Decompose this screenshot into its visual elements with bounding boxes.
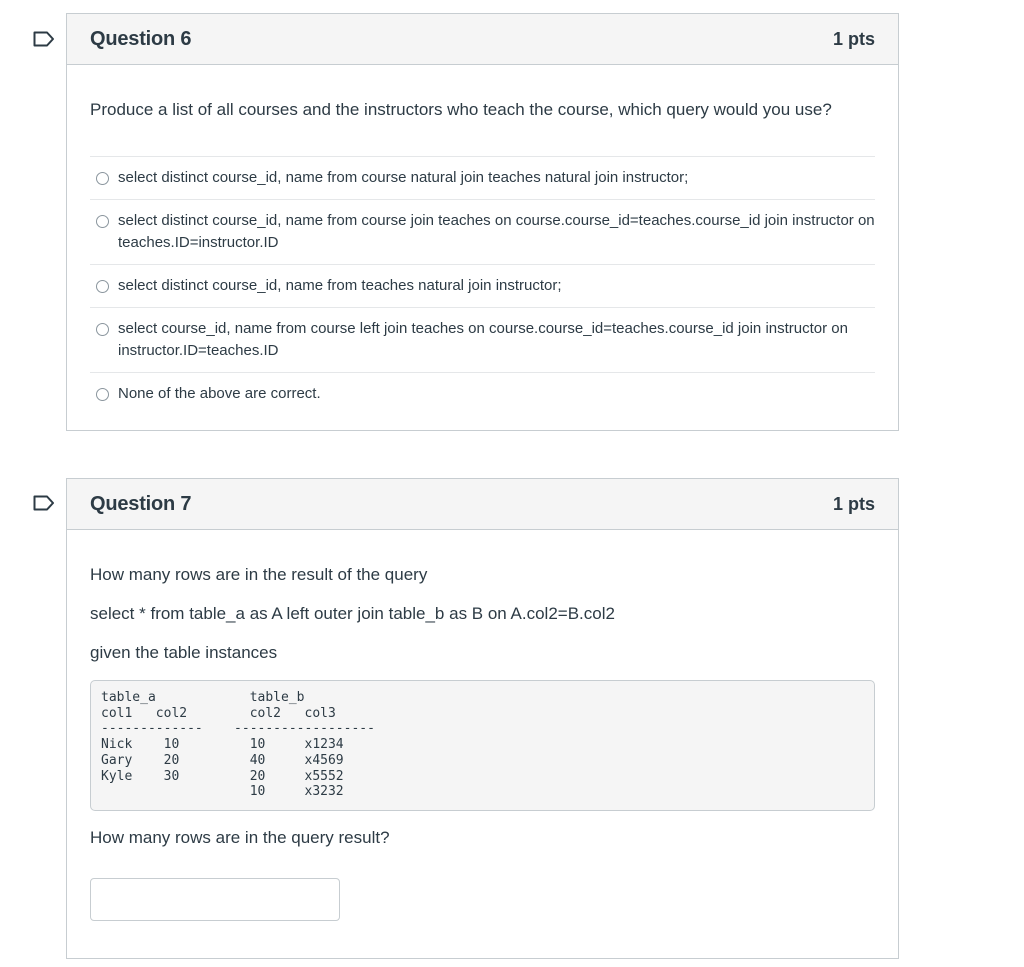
bookmark-flag-icon[interactable] xyxy=(33,495,55,511)
radio-button[interactable] xyxy=(96,215,109,228)
answer-label[interactable]: select course_id, name from course left join teaches on course.course_id=teaches.course_id join instructor on instructor.ID=teaches.ID xyxy=(118,320,848,359)
question-prompt-line: given the table instances xyxy=(90,643,278,662)
question-header xyxy=(67,479,898,530)
answer-option[interactable] xyxy=(90,199,875,264)
radio-button[interactable] xyxy=(96,388,109,401)
answer-option[interactable] xyxy=(90,307,875,372)
question-header xyxy=(67,14,898,65)
answer-list xyxy=(90,156,875,405)
question-7-card xyxy=(66,478,899,959)
answer-label[interactable]: None of the above are correct. xyxy=(118,385,321,402)
question-6-card xyxy=(66,13,899,431)
question-body xyxy=(67,100,898,405)
question-prompt-line: How many rows are in the result of the query xyxy=(90,565,428,584)
question-title: Question 6 xyxy=(90,27,192,50)
question-title: Question 7 xyxy=(90,492,192,515)
answer-input[interactable] xyxy=(90,878,340,921)
question-points: 1 pts xyxy=(832,493,875,514)
answer-label[interactable]: select distinct course_id, name from course natural join teaches natural join instructor; xyxy=(118,169,689,186)
answer-option[interactable] xyxy=(90,372,875,405)
question-body xyxy=(67,565,898,921)
question-points: 1 pts xyxy=(832,28,875,49)
radio-button[interactable] xyxy=(96,280,109,293)
answer-option[interactable] xyxy=(90,156,875,199)
query-text: select * from table_a as A left outer join table_b as B on A.col2=B.col2 xyxy=(90,604,615,623)
answer-option[interactable] xyxy=(90,264,875,307)
answer-label[interactable]: select distinct course_id, name from teaches natural join instructor; xyxy=(118,277,562,294)
followup-question: How many rows are in the query result? xyxy=(90,828,390,847)
radio-button[interactable] xyxy=(96,172,109,185)
table-instances-block: table_a table_b col1 col2 col2 col3 ------------- ------------------ Nick 10 10 x1234 Gary 20 40 x4569 Kyle 30 20 x5552 10 x3232 xyxy=(90,680,875,811)
answer-label[interactable]: select distinct course_id, name from course join teaches on course.course_id=teaches.course_id join instructor on teaches.ID=instructor.ID xyxy=(118,212,875,251)
bookmark-flag-icon[interactable] xyxy=(33,31,55,47)
radio-button[interactable] xyxy=(96,323,109,336)
question-prompt: Produce a list of all courses and the instructors who teach the course, which query would you use? xyxy=(90,100,832,119)
